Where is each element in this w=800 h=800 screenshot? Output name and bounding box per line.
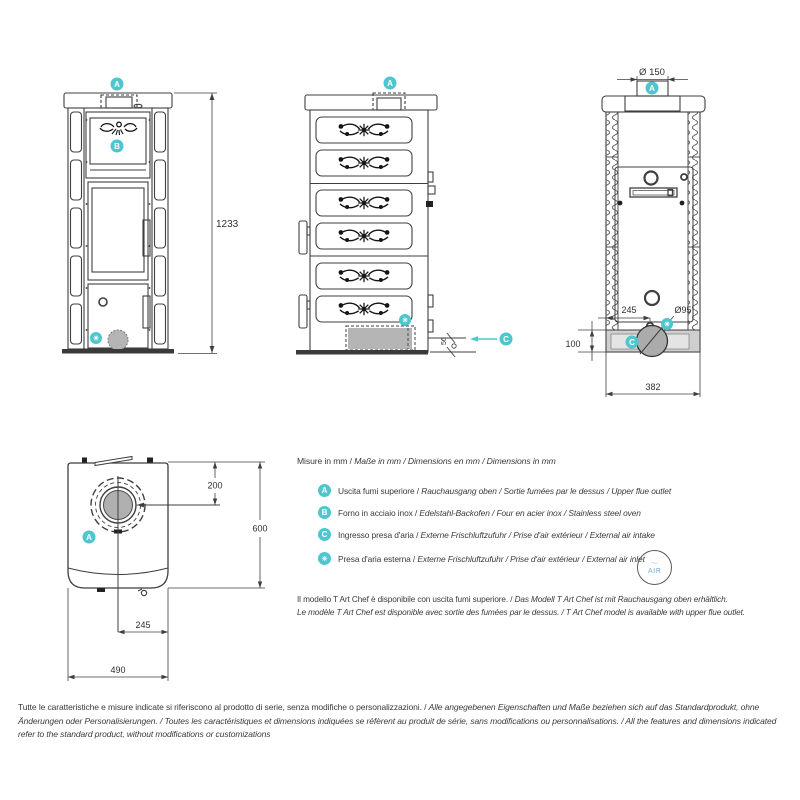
callout-b-front — [111, 140, 124, 153]
dim-front-height: 1233 — [216, 219, 239, 230]
front-view-drawing — [40, 62, 240, 362]
dim-top-width: 490 — [110, 665, 126, 675]
arrow — [210, 93, 215, 100]
top-view-drawing — [40, 440, 290, 690]
callout-a-side — [384, 77, 397, 90]
legend-item-oven: B Forno in acciaio inox / Edelstahl-Backofen / Four en acier inox / Stainless steel oven — [318, 506, 641, 519]
legend-marker-b: B — [318, 506, 331, 519]
c-arrowhead — [470, 336, 478, 342]
svg-text:A: A — [86, 533, 92, 542]
dim-rear-body-width: 382 — [645, 382, 661, 392]
svg-text:C: C — [629, 338, 635, 347]
rear-view-drawing — [555, 60, 790, 400]
external-air-badge-icon: 〜 AIR — [637, 550, 672, 585]
oven-ornament-icon — [100, 122, 137, 135]
front-outline — [64, 93, 172, 349]
svg-text:✳: ✳ — [93, 335, 99, 343]
disclaimer: Tutte le caratteristiche e misure indicate si riferiscono al prodotto di serie, senza modifiche o personalizzazioni. / Alle angegebenen Eigenschaften und Maße beziehen sich auf das Standardprodukt, ohne Änderungen oder Personalisierungen. / Toutes les caractéristiques et dimensions indiquées se réfèrent au produit de série, sans modifications ou personnalisations. / All the features and dimensions indicated refer to the standard product, without modifications or customizations — [18, 702, 777, 739]
legend-marker-a: A — [318, 484, 331, 497]
front-air-inlet-circle — [108, 330, 128, 350]
rear-column-edges — [606, 112, 700, 330]
side-air-zone — [348, 328, 412, 349]
callout-air-front — [90, 332, 102, 344]
rear-tile-column-right — [688, 112, 700, 330]
legend-item-upper-flue: A Uscita fumi superiore / Rauchausgang oben / Sortie fumées par le dessus / Upper flue outlet — [318, 484, 671, 497]
callout-c-side — [500, 333, 513, 346]
callout-air-side — [399, 314, 411, 326]
side-air-dim — [428, 333, 476, 357]
svg-text:A: A — [387, 79, 393, 88]
dim-top-depth: 600 — [252, 523, 268, 534]
rear-tile-column-left — [606, 112, 618, 330]
legend-marker-c: C — [318, 528, 331, 541]
dim-side-air-height: 56 — [441, 337, 448, 345]
legend-item-external-air: ✳ Presa d'aria esterna / Externe Frischluftzufuhr / Prise d'air extérieur / External air inlet — [318, 552, 645, 565]
dim-rear-base-height: 100 — [565, 339, 581, 349]
svg-text:C: C — [503, 335, 509, 344]
side-latch — [426, 201, 433, 207]
legend-marker-air: ✳ — [318, 552, 331, 565]
dim-rear-air-diameter: Ø95 — [674, 305, 692, 315]
model-availability-note: Il modello T Art Chef è disponibile con uscita fumi superiore. / Das Modell T Art Chef ist mit Rauchausgang oben erhältlich. Le modèle T Art Chef est disponible avec sortie des fumées par le dessus. / T Art Chef model is available with upper flue outlet. — [297, 595, 745, 617]
dim-rear-flue-diameter: Ø 150 — [639, 67, 665, 78]
dim-top-flue-offset-width: 245 — [135, 620, 151, 630]
callout-a-rear — [646, 82, 659, 95]
dim-top-flue-offset-depth: 200 — [207, 480, 223, 491]
svg-text:B: B — [114, 142, 120, 151]
callout-air-rear — [661, 318, 673, 330]
callout-a-front — [111, 78, 124, 91]
dim-rear-air-offset: 245 — [621, 305, 637, 315]
callout-a-top — [83, 531, 96, 544]
rear-panel — [615, 167, 693, 322]
side-view-drawing — [280, 62, 540, 362]
units-note: Misure in mm / Maße in mm / Dimensions en mm / Dimensions in mm — [297, 456, 556, 466]
svg-text:A: A — [114, 80, 120, 89]
legend-item-air-intake: C Ingresso presa d'aria / Externe Frischluftzufuhr / Prise d'air extérieur / External air intake — [318, 528, 655, 541]
svg-text:A: A — [649, 84, 655, 93]
svg-text:✳: ✳ — [664, 321, 670, 329]
arrow — [210, 346, 215, 353]
front-height-dim-lines — [174, 93, 217, 354]
front-base — [62, 349, 174, 354]
rear-100-dim — [578, 321, 606, 361]
svg-text:✳: ✳ — [402, 317, 408, 325]
side-base — [296, 350, 428, 355]
callout-c-rear — [626, 336, 639, 349]
